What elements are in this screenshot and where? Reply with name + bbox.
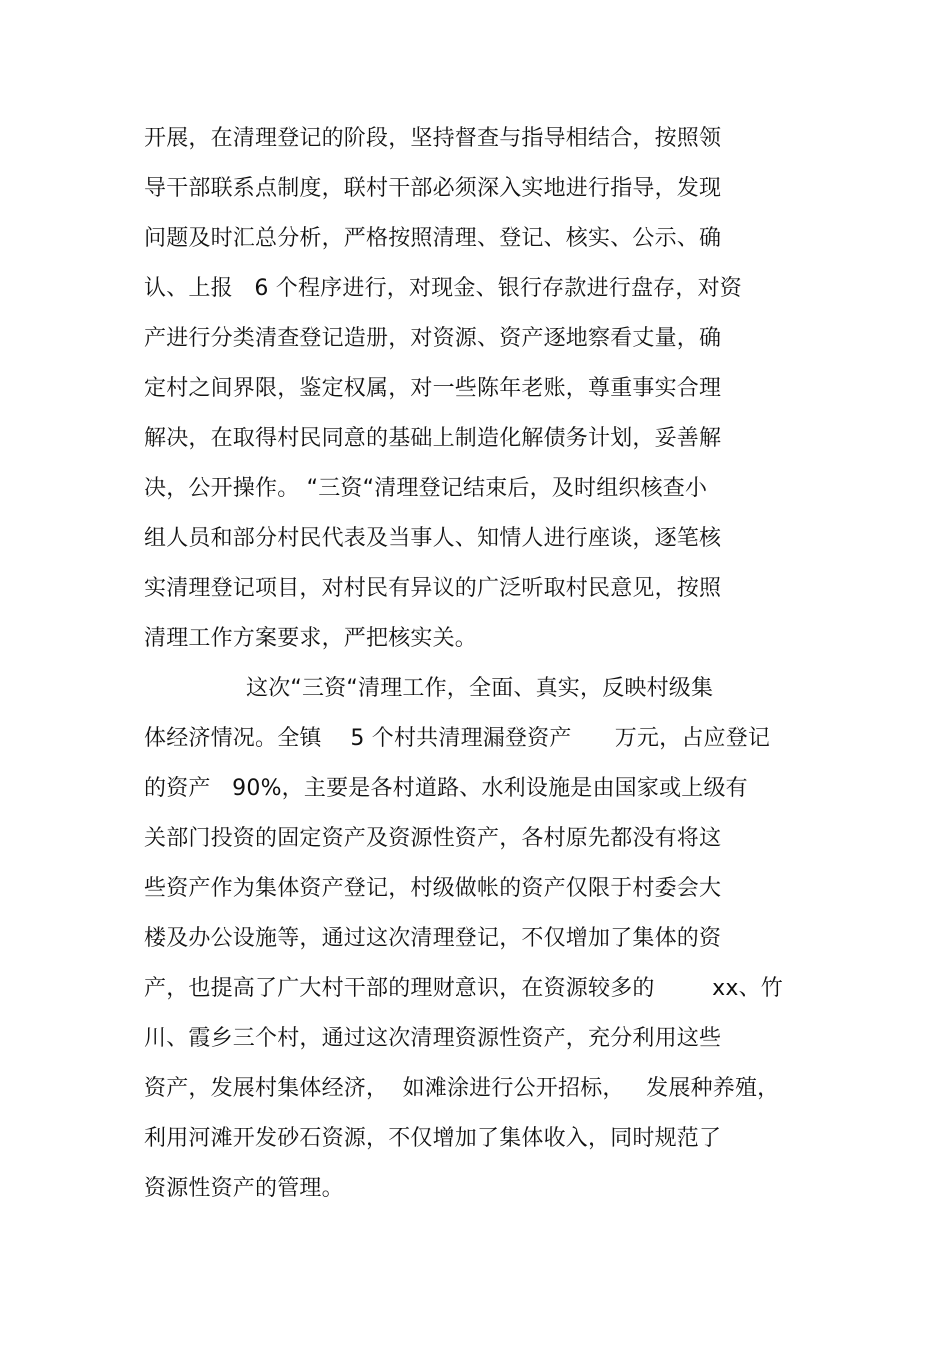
text-line: 问题及时汇总分析，严格按照清理、登记、核实、公示、确 [144,226,722,251]
text-line: 组人员和部分村民代表及当事人、知情人进行座谈，逐笔核 [144,526,722,551]
text-line: 认、上报 6 个程序进行，对现金、银行存款进行盘存，对资 [144,276,742,301]
text-line: 开展，在清理登记的阶段，坚持督查与指导相结合，按照领 [144,126,722,151]
text-line: 定村之间界限，鉴定权属，对一些陈年老账，尊重事实合理 [144,376,722,401]
text-line: 川、霞乡三个村，通过这次清理资源性资产，充分利用这些 [144,1026,722,1051]
text-line: 楼及办公设施等，通过这次清理登记，不仅增加了集体的资 [144,926,722,951]
text-line: 资源性资产的管理。 [144,1176,344,1201]
text-line: 解决，在取得村民同意的基础上制造化解债务计划，妥善解 [144,426,722,451]
text-line: 资产，发展村集体经济， 如滩涂进行公开招标， 发展种养殖， [144,1076,780,1101]
text-line: 实清理登记项目，对村民有异议的广泛听取村民意见，按照 [144,576,722,601]
text-line: 决，公开操作。 “三资“清理登记结束后，及时组织核查小 [144,476,708,501]
paragraph-first-line: 这次“三资“清理工作，全面、真实，反映村级集 [246,676,714,701]
text-line: 些资产作为集体资产登记，村级做帐的资产仅限于村委会大 [144,876,722,901]
text-line: 清理工作方案要求，严把核实关。 [144,626,478,651]
text-line: 的资产 90%，主要是各村道路、水利设施是由国家或上级有 [144,776,748,801]
text-line: 体经济情况。全镇 5 个村共清理漏登资产 万元，占应登记 [144,726,771,751]
text-line: 关部门投资的固定资产及资源性资产，各村原先都没有将这 [144,826,722,851]
text-line: 产，也提高了广大村干部的理财意识，在资源较多的 xx、竹 [144,976,783,1001]
text-line: 产进行分类清查登记造册，对资源、资产逐地察看丈量，确 [144,326,722,351]
text-line: 利用河滩开发砂石资源，不仅增加了集体收入，同时规范了 [144,1126,722,1151]
text-line: 导干部联系点制度，联村干部必须深入实地进行指导，发现 [144,176,722,201]
